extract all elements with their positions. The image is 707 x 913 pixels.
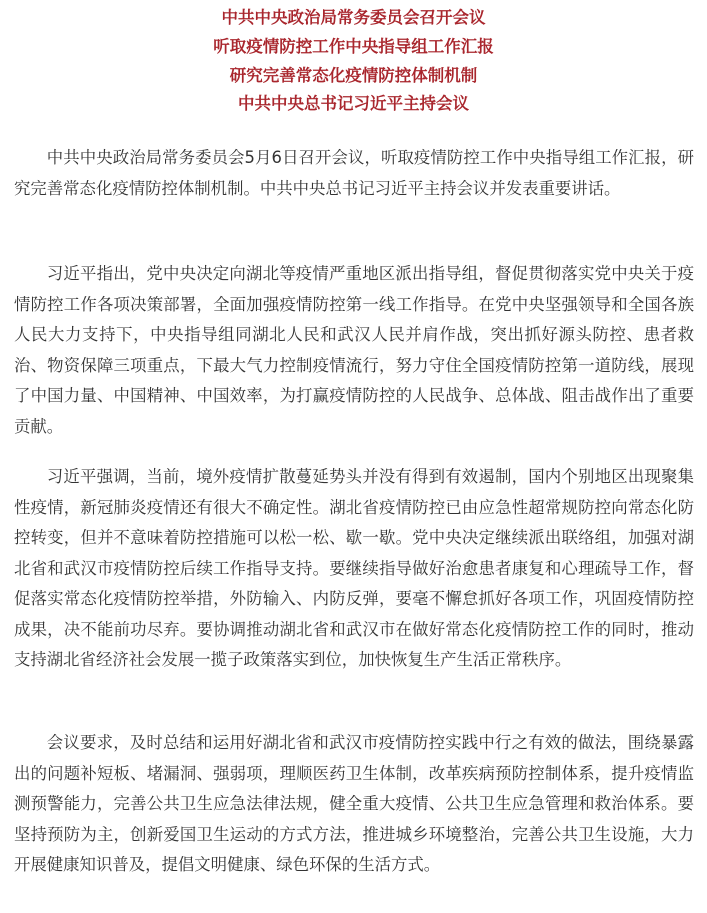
body-paragraph-1: 中共中央政治局常务委员会5月6日召开会议，听取疫情防控工作中央指导组工作汇报，研究完善常态化疫情防控体制机制。中共中央总书记习近平主持会议并发表重要讲话。 (14, 148, 694, 198)
body-paragraph-3: 习近平强调，当前，境外疫情扩散蔓延势头并没有得到有效遏制，国内个别地区出现聚集性疫情，新冠肺炎疫情还有很大不确定性。湖北省疫情防控已由应急性超常规防控向常态化防控转变，但并不意味着防控措施可以松一松、歇一歇。党中央决定继续派出联络组，加强对湖北省和武汉市疫情防控后续工作指导支持。要继续指导做好治愈患者康复和心理疏导工作，督促落实常态化疫情防控举措，外防输入、内防反弹，要毫不懈怠抓好各项工作，巩固疫情防控成果，决不能前功尽弃。要协调推动湖北省和武汉市在做好常态化疫情防控工作的同时，推动支持湖北省经济社会发展一揽子政策落实到位，加快恢复生产生活正常秩序。 (14, 467, 694, 669)
body-paragraph-2: 习近平指出，党中央决定向湖北等疫情严重地区派出指导组，督促贯彻落实党中央关于疫情防控工作各项决策部署，全面加强疫情防控第一线工作指导。在党中央坚强领导和全国各族人民大力支持下，中央指导组同湖北人民和武汉人民并肩作战，突出抓好源头防控、患者救治、物资保障三项重点，下最大气力控制疫情流行，努力守住全国疫情防控第一道防线，展现了中国力量、中国精神、中国效率，为打赢疫情防控的人民战争、总体战、阻击战作出了重要贡献。 (14, 264, 694, 436)
headline-line-3: 研究完善常态化疫情防控体制机制 (229, 66, 478, 85)
body-paragraph-4: 会议要求，及时总结和运用好湖北省和武汉市疫情防控实践中行之有效的做法，围绕暴露出的问题补短板、堵漏洞、强弱项，理顺医药卫生体制，改革疾病预防控制体系，提升疫情监测预警能力，完善公共卫生应急法律法规，健全重大疫情、公共卫生应急管理和救治体系。要坚持预防为主，创新爱国卫生运动的方式方法，推进城乡环境整治，完善公共卫生设施，大力开展健康知识普及，提倡文明健康、绿色环保的生活方式。 (14, 733, 694, 874)
headline-line-4: 中共中央总书记习近平主持会议 (238, 94, 469, 113)
headline-line-1: 中共中央政治局常务委员会召开会议 (221, 8, 486, 27)
headline-line-2: 听取疫情防控工作中央指导组工作汇报 (213, 37, 494, 56)
